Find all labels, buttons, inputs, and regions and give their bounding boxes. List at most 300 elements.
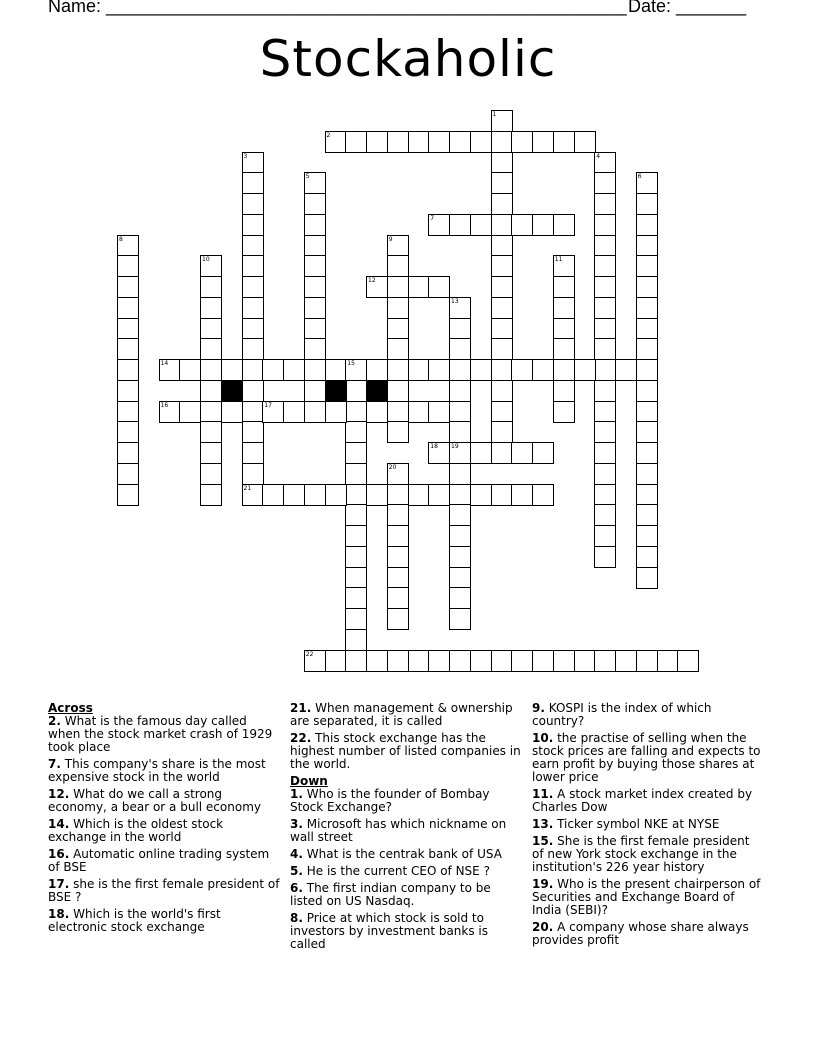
grid-cell[interactable]: [553, 318, 575, 340]
grid-cell[interactable]: [200, 297, 222, 319]
grid-cell[interactable]: [636, 276, 658, 298]
clue-number: 15.: [532, 834, 554, 848]
grid-cell[interactable]: [594, 338, 616, 360]
grid-cell[interactable]: [366, 131, 388, 153]
grid-cell[interactable]: [594, 463, 616, 485]
grid-cell[interactable]: [200, 463, 222, 485]
grid-cell[interactable]: [491, 152, 513, 174]
grid-cell[interactable]: [449, 401, 471, 423]
grid-cell[interactable]: [387, 255, 409, 277]
grid-cell[interactable]: [387, 608, 409, 630]
grid-cell[interactable]: [594, 193, 616, 215]
grid-cell[interactable]: [387, 276, 409, 298]
grid-cell[interactable]: [594, 421, 616, 443]
grid-cell[interactable]: [345, 421, 367, 443]
grid-cell[interactable]: [262, 401, 284, 423]
grid-cell[interactable]: [325, 359, 347, 381]
clue-number: 13.: [532, 817, 554, 831]
grid-cell[interactable]: [449, 442, 471, 464]
grid-cell[interactable]: [345, 608, 367, 630]
grid-cell[interactable]: [470, 442, 492, 464]
grid-cell[interactable]: [283, 484, 305, 506]
clue-number: 2.: [48, 714, 61, 728]
cell-number: 13: [451, 297, 459, 305]
grid-cell[interactable]: [387, 463, 409, 485]
grid-cell[interactable]: [387, 297, 409, 319]
grid-cell[interactable]: [553, 650, 575, 672]
grid-cell[interactable]: [636, 235, 658, 257]
grid-cell[interactable]: [636, 297, 658, 319]
grid-cell[interactable]: [117, 442, 139, 464]
grid-cell[interactable]: [242, 359, 264, 381]
grid-cell[interactable]: [594, 318, 616, 340]
grid-cell[interactable]: [304, 484, 326, 506]
grid-cell[interactable]: [304, 276, 326, 298]
grid-cell[interactable]: [408, 484, 430, 506]
grid-cell[interactable]: [345, 504, 367, 526]
grid-cell[interactable]: [325, 484, 347, 506]
grid-cell[interactable]: [428, 401, 450, 423]
grid-cell[interactable]: [491, 318, 513, 340]
cell-number: 7: [430, 214, 435, 222]
grid-cell[interactable]: [179, 401, 201, 423]
grid-cell[interactable]: [262, 359, 284, 381]
clue-number: 16.: [48, 847, 70, 861]
grid-cell[interactable]: [345, 442, 367, 464]
grid-cell[interactable]: [470, 214, 492, 236]
clue-text: She is the first female president of new York stock exchange in the institution's 226 year history: [532, 834, 750, 874]
grid-cell[interactable]: [242, 318, 264, 340]
grid-cell[interactable]: [491, 255, 513, 277]
grid-cell[interactable]: [387, 338, 409, 360]
grid-cell[interactable]: [553, 214, 575, 236]
clue-number: 12.: [48, 787, 70, 801]
clue-number: 7.: [48, 757, 61, 771]
grid-cell[interactable]: [345, 525, 367, 547]
clue-number: 10.: [532, 731, 554, 745]
grid-cell[interactable]: [117, 318, 139, 340]
clues-column-2: [290, 702, 522, 955]
cell-number: 12: [368, 277, 376, 284]
clue-text: When management & ownership are separated, it is called: [290, 701, 513, 728]
grid-cell[interactable]: [304, 401, 326, 423]
grid-cell[interactable]: [594, 297, 616, 319]
grid-cell[interactable]: [574, 131, 596, 153]
across-clue: [48, 878, 280, 904]
grid-cell[interactable]: [636, 359, 658, 381]
grid-cell[interactable]: [366, 359, 388, 381]
grid-cell[interactable]: [636, 484, 658, 506]
grid-cell[interactable]: [345, 131, 367, 153]
clue-number: 18.: [48, 907, 70, 921]
grid-cell[interactable]: [553, 338, 575, 360]
down-clue: [290, 882, 522, 908]
grid-cell[interactable]: [449, 504, 471, 526]
grid-cell[interactable]: [242, 463, 264, 485]
clue-text: What is the famous day called when the stock market crash of 1929 took place: [48, 714, 273, 754]
grid-cell[interactable]: [532, 214, 554, 236]
clue-text: Which is the oldest stock exchange in the world: [48, 817, 224, 844]
grid-cell[interactable]: [449, 587, 471, 609]
page-title: Stockaholic: [259, 30, 557, 88]
grid-cell[interactable]: [408, 650, 430, 672]
grid-cell[interactable]: [594, 152, 616, 174]
grid-cell[interactable]: [304, 338, 326, 360]
grid-cell[interactable]: [594, 172, 616, 194]
grid-cell[interactable]: [511, 359, 533, 381]
grid-cell[interactable]: [470, 650, 492, 672]
grid-cell[interactable]: [491, 297, 513, 319]
grid-cell[interactable]: [345, 380, 367, 402]
grid-cell[interactable]: [491, 214, 513, 236]
grid-cell[interactable]: [200, 255, 222, 277]
grid-cell[interactable]: [242, 193, 264, 215]
clue-text: Automatic online trading system of BSE: [48, 847, 270, 874]
grid-cell[interactable]: [553, 401, 575, 423]
grid-cell[interactable]: [636, 214, 658, 236]
grid-cell[interactable]: [117, 276, 139, 298]
grid-cell[interactable]: [345, 629, 367, 651]
cell-number: 16: [160, 401, 169, 409]
grid-cell[interactable]: [179, 359, 201, 381]
grid-cell[interactable]: [511, 131, 533, 153]
cell-number: 9: [388, 235, 393, 243]
grid-cell[interactable]: [449, 380, 471, 402]
clue-text: What is the centrak bank of USA: [306, 847, 502, 861]
cell-number: 3: [243, 152, 248, 160]
grid-cell[interactable]: [387, 421, 409, 443]
grid-cell[interactable]: [449, 484, 471, 506]
grid-cell[interactable]: [408, 401, 430, 423]
grid-cell[interactable]: [408, 359, 430, 381]
grid-cell[interactable]: [345, 587, 367, 609]
grid-cell[interactable]: [449, 297, 471, 319]
grid-cell[interactable]: [491, 338, 513, 360]
grid-cell[interactable]: [615, 650, 637, 672]
grid-cell[interactable]: [325, 131, 347, 153]
clue-text: Which is the world's first electronic stock exchange: [48, 907, 221, 934]
grid-cell[interactable]: [200, 442, 222, 464]
grid-cell[interactable]: [117, 463, 139, 485]
clue-text: Microsoft has which nickname on wall street: [290, 817, 507, 844]
cell-number: 5: [305, 173, 310, 181]
grid-cell[interactable]: [553, 380, 575, 402]
grid-cell[interactable]: [636, 525, 658, 547]
grid-cell[interactable]: [491, 276, 513, 298]
cell-number: 10: [202, 256, 210, 264]
clue-text: A company whose share always provides profit: [532, 920, 749, 947]
grid-cell[interactable]: [366, 650, 388, 672]
grid-cell[interactable]: [345, 546, 367, 568]
grid-cell[interactable]: [325, 401, 347, 423]
down-clue: [532, 835, 764, 874]
grid-cell[interactable]: [491, 401, 513, 423]
grid-cell[interactable]: [242, 442, 264, 464]
grid-cell[interactable]: [511, 214, 533, 236]
grid-cell[interactable]: [200, 421, 222, 443]
grid-cell[interactable]: [242, 214, 264, 236]
grid-cell[interactable]: [615, 359, 637, 381]
down-heading: Down: [290, 774, 328, 788]
grid-cell[interactable]: [242, 172, 264, 194]
grid-cell[interactable]: [345, 484, 367, 506]
grid-cell[interactable]: [449, 525, 471, 547]
grid-cell[interactable]: [117, 235, 139, 257]
clue-number: 5.: [290, 864, 303, 878]
grid-cell[interactable]: [242, 297, 264, 319]
grid-cell[interactable]: [366, 401, 388, 423]
grid-cell[interactable]: [304, 297, 326, 319]
across-clue: [48, 908, 280, 934]
across-clue: [48, 788, 280, 814]
cell-number: 11: [554, 256, 563, 264]
grid-cell[interactable]: [242, 152, 264, 174]
grid-cell[interactable]: [304, 359, 326, 381]
grid-cell[interactable]: [200, 276, 222, 298]
grid-cell[interactable]: [200, 359, 222, 381]
grid-cell[interactable]: [470, 484, 492, 506]
grid-cell[interactable]: [387, 650, 409, 672]
grid-cell[interactable]: [449, 359, 471, 381]
grid-cell[interactable]: [449, 463, 471, 485]
grid-cell[interactable]: [636, 442, 658, 464]
clue-text: KOSPI is the index of which country?: [532, 701, 712, 728]
grid-cell[interactable]: [594, 401, 616, 423]
grid-cell[interactable]: [117, 255, 139, 277]
grid-cell[interactable]: [387, 484, 409, 506]
grid-cell[interactable]: [117, 359, 139, 381]
grid-cell[interactable]: [553, 359, 575, 381]
grid-cell[interactable]: [304, 193, 326, 215]
grid-cell[interactable]: [117, 484, 139, 506]
grid-cell[interactable]: [449, 546, 471, 568]
grid-cell[interactable]: [428, 484, 450, 506]
grid-cell[interactable]: [594, 525, 616, 547]
grid-cell[interactable]: [636, 421, 658, 443]
grid-cell[interactable]: [491, 380, 513, 402]
grid-cell[interactable]: [594, 650, 616, 672]
clue-number: 17.: [48, 877, 70, 891]
clue-text: He is the current CEO of NSE ?: [306, 864, 490, 878]
grid-cell[interactable]: [345, 650, 367, 672]
grid-cell[interactable]: [636, 172, 658, 194]
grid-cell[interactable]: [387, 567, 409, 589]
grid-cell[interactable]: [366, 276, 388, 298]
grid-cell[interactable]: [304, 318, 326, 340]
clue-text: A stock market index created by Charles Dow: [532, 787, 753, 814]
grid-cell[interactable]: [242, 255, 264, 277]
grid-cell[interactable]: [636, 338, 658, 360]
clue-text: The first indian company to be listed on US Nasdaq.: [290, 881, 491, 908]
grid-cell[interactable]: [491, 110, 513, 132]
grid-cell[interactable]: [491, 193, 513, 215]
grid-cell[interactable]: [117, 401, 139, 423]
grid-cell[interactable]: [117, 380, 139, 402]
grid-cell[interactable]: [200, 338, 222, 360]
grid-cell[interactable]: [470, 131, 492, 153]
grid-cell[interactable]: [242, 338, 264, 360]
grid-cell[interactable]: [428, 214, 450, 236]
grid-cell[interactable]: [200, 484, 222, 506]
grid-cell[interactable]: [532, 650, 554, 672]
grid-cell[interactable]: [221, 359, 243, 381]
grid-cell[interactable]: [304, 380, 326, 402]
grid-cell[interactable]: [387, 318, 409, 340]
grid-cell[interactable]: [636, 401, 658, 423]
grid-cell[interactable]: [491, 442, 513, 464]
cell-number: 6: [637, 173, 642, 181]
grid-cell[interactable]: [304, 650, 326, 672]
grid-cell[interactable]: [449, 608, 471, 630]
grid-cell[interactable]: [387, 235, 409, 257]
grid-cell[interactable]: [345, 401, 367, 423]
grid-cell[interactable]: [304, 214, 326, 236]
grid-cell[interactable]: [553, 255, 575, 277]
grid-cell[interactable]: [428, 276, 450, 298]
clue-number: 22.: [290, 731, 312, 745]
grid-cell[interactable]: [594, 255, 616, 277]
grid-cell[interactable]: [532, 359, 554, 381]
grid-cell[interactable]: [387, 504, 409, 526]
grid-cell[interactable]: [408, 276, 430, 298]
grid-cell[interactable]: [636, 255, 658, 277]
clue-number: 14.: [48, 817, 70, 831]
grid-cell[interactable]: [387, 546, 409, 568]
grid-cell[interactable]: [449, 650, 471, 672]
grid-cell[interactable]: [553, 297, 575, 319]
grid-cell[interactable]: [387, 525, 409, 547]
grid-cell[interactable]: [117, 421, 139, 443]
clue-number: 9.: [532, 701, 545, 715]
grid-cell[interactable]: [491, 172, 513, 194]
grid-cell[interactable]: [636, 504, 658, 526]
grid-cell[interactable]: [408, 131, 430, 153]
grid-cell[interactable]: [242, 421, 264, 443]
grid-cell[interactable]: [242, 484, 264, 506]
grid-cell[interactable]: [491, 484, 513, 506]
grid-cell[interactable]: [594, 442, 616, 464]
cell-number: 17: [264, 401, 272, 409]
grid-cell[interactable]: [428, 650, 450, 672]
grid-cell[interactable]: [387, 359, 409, 381]
grid-cell[interactable]: [242, 401, 264, 423]
grid-cell[interactable]: [345, 359, 367, 381]
grid-cell[interactable]: [636, 546, 658, 568]
grid-cell[interactable]: [262, 484, 284, 506]
grid-cell[interactable]: [283, 359, 305, 381]
grid-cell[interactable]: [553, 276, 575, 298]
black-square: [366, 380, 388, 402]
grid-cell[interactable]: [491, 359, 513, 381]
grid-cell[interactable]: [449, 131, 471, 153]
grid-cell[interactable]: [221, 401, 243, 423]
clue-text: the practise of selling when the stock prices are falling and expects to earn profit by buying those shares at lower price: [532, 731, 761, 784]
grid-cell[interactable]: [594, 504, 616, 526]
grid-cell[interactable]: [491, 650, 513, 672]
grid-cell[interactable]: [636, 567, 658, 589]
grid-cell[interactable]: [304, 235, 326, 257]
grid-cell[interactable]: [387, 131, 409, 153]
grid-cell[interactable]: [200, 318, 222, 340]
grid-cell[interactable]: [428, 131, 450, 153]
grid-cell[interactable]: [117, 297, 139, 319]
grid-cell[interactable]: [532, 131, 554, 153]
grid-cell[interactable]: [449, 214, 471, 236]
grid-cell[interactable]: [657, 650, 679, 672]
grid-cell[interactable]: [636, 318, 658, 340]
grid-cell[interactable]: [304, 255, 326, 277]
grid-cell[interactable]: [449, 338, 471, 360]
grid-cell[interactable]: [511, 650, 533, 672]
grid-cell[interactable]: [117, 338, 139, 360]
grid-cell[interactable]: [200, 401, 222, 423]
grid-cell[interactable]: [511, 442, 533, 464]
grid-cell[interactable]: [574, 650, 596, 672]
grid-cell[interactable]: [636, 380, 658, 402]
grid-cell[interactable]: [387, 401, 409, 423]
grid-cell[interactable]: [200, 380, 222, 402]
grid-cell[interactable]: [345, 463, 367, 485]
grid-cell[interactable]: [159, 401, 181, 423]
grid-cell[interactable]: [325, 650, 347, 672]
grid-cell[interactable]: [449, 421, 471, 443]
grid-cell[interactable]: [304, 172, 326, 194]
down-clue: [532, 732, 764, 784]
grid-cell[interactable]: [594, 359, 616, 381]
grid-cell[interactable]: [449, 318, 471, 340]
down-clue: [532, 788, 764, 814]
clue-text: This company's share is the most expensive stock in the world: [48, 757, 266, 784]
grid-cell[interactable]: [677, 650, 699, 672]
grid-cell[interactable]: [594, 484, 616, 506]
grid-cell[interactable]: [532, 442, 554, 464]
clue-number: 1.: [290, 787, 303, 801]
grid-cell[interactable]: [553, 131, 575, 153]
grid-cell[interactable]: [636, 463, 658, 485]
grid-cell[interactable]: [366, 484, 388, 506]
cell-number: 4: [596, 152, 601, 160]
grid-cell[interactable]: [159, 359, 181, 381]
grid-cell[interactable]: [574, 359, 596, 381]
grid-cell[interactable]: [594, 276, 616, 298]
down-clue: [532, 702, 764, 728]
grid-cell[interactable]: [636, 650, 658, 672]
grid-cell[interactable]: [283, 401, 305, 423]
grid-cell[interactable]: [491, 131, 513, 153]
grid-cell[interactable]: [594, 214, 616, 236]
grid-cell[interactable]: [387, 587, 409, 609]
grid-cell[interactable]: [594, 235, 616, 257]
grid-cell[interactable]: [470, 359, 492, 381]
grid-cell[interactable]: [428, 442, 450, 464]
grid-cell[interactable]: [428, 359, 450, 381]
grid-cell[interactable]: [636, 193, 658, 215]
grid-cell[interactable]: [594, 546, 616, 568]
grid-cell[interactable]: [532, 484, 554, 506]
grid-cell[interactable]: [491, 235, 513, 257]
grid-cell[interactable]: [511, 484, 533, 506]
down-clue: [290, 865, 522, 878]
grid-cell[interactable]: [345, 567, 367, 589]
grid-cell[interactable]: [594, 380, 616, 402]
grid-cell[interactable]: [242, 276, 264, 298]
grid-cell[interactable]: [387, 380, 409, 402]
grid-cell[interactable]: [449, 567, 471, 589]
grid-cell[interactable]: [242, 235, 264, 257]
name-field: Name: ____________________________________________________: [48, 0, 627, 16]
grid-cell[interactable]: [242, 380, 264, 402]
grid-cell[interactable]: [491, 421, 513, 443]
